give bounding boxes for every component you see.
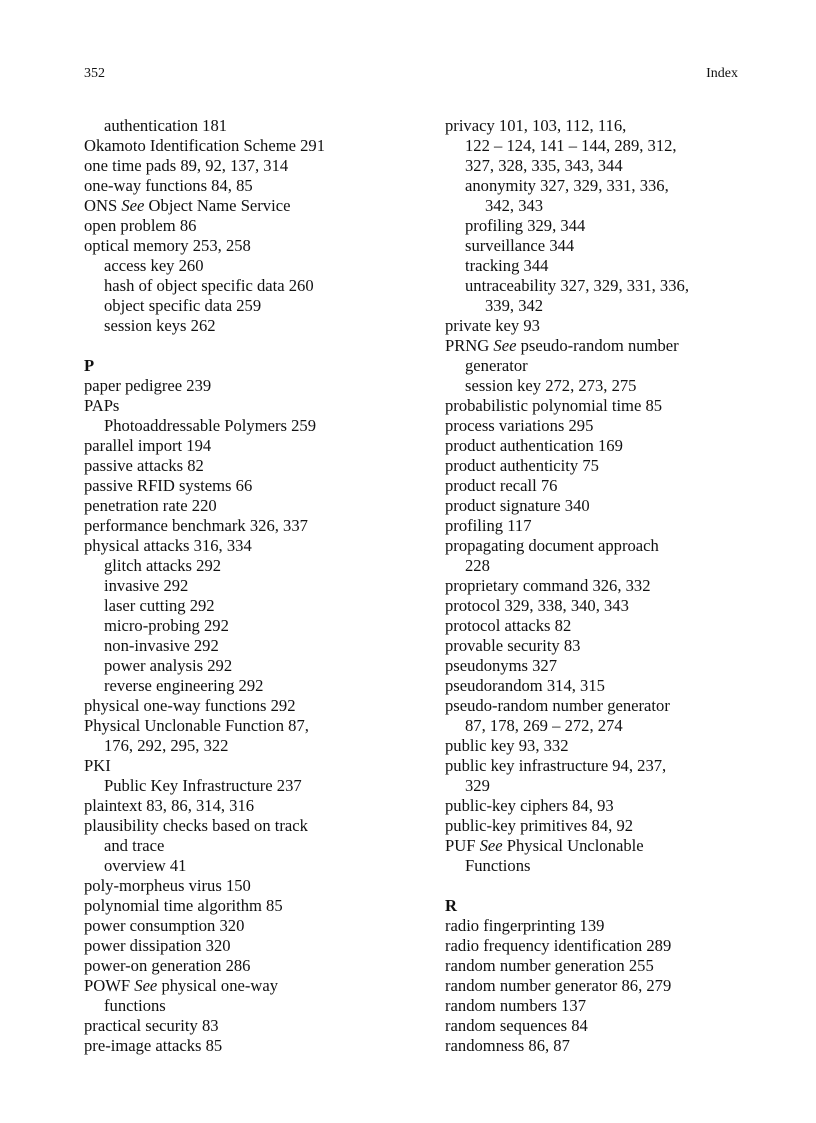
index-subentry: surveillance 344 bbox=[465, 236, 575, 255]
index-entry: polynomial time algorithm 85 bbox=[84, 896, 283, 915]
index-entry: randomness 86, 87 bbox=[445, 1036, 570, 1055]
index-subentry: 327, 328, 335, 343, 344 bbox=[465, 156, 623, 175]
index-entry: profiling 117 bbox=[445, 516, 532, 535]
index-subentry: session keys 262 bbox=[104, 316, 216, 335]
index-entry: plaintext 83, 86, 314, 316 bbox=[84, 796, 255, 815]
running-head: Index bbox=[706, 66, 738, 81]
index-entry: power consumption 320 bbox=[84, 916, 245, 935]
index-subentry: session key 272, 273, 275 bbox=[465, 376, 637, 395]
index-entry: public-key primitives 84, 92 bbox=[445, 816, 634, 835]
index-entry: provable security 83 bbox=[445, 636, 581, 655]
index-entry: propagating document approach bbox=[445, 536, 659, 555]
index-entry: plausibility checks based on track bbox=[84, 816, 308, 835]
index-entry: probabilistic polynomial time 85 bbox=[445, 396, 663, 415]
see-reference: See bbox=[134, 976, 158, 995]
see-reference: See bbox=[493, 336, 517, 355]
index-subentry: Photoaddressable Polymers 259 bbox=[104, 416, 317, 435]
see-reference: See bbox=[121, 196, 145, 215]
index-entry: product authentication 169 bbox=[445, 436, 623, 455]
index-subentry: Functions bbox=[465, 856, 531, 875]
index-entry: pseudo-random number generator bbox=[445, 696, 670, 715]
page-number: 352 bbox=[84, 66, 105, 81]
page-header bbox=[84, 66, 738, 86]
index-subentry: and trace bbox=[104, 836, 165, 855]
index-entry: physical attacks 316, 334 bbox=[84, 536, 252, 555]
index-subentry: power analysis 292 bbox=[104, 656, 233, 675]
letter-heading: P bbox=[84, 356, 95, 375]
index-entry bbox=[84, 976, 414, 996]
entry-term: PRNG bbox=[445, 336, 494, 355]
index-entry: public key infrastructure 94, 237, bbox=[445, 756, 667, 775]
see-target: pseudo-random number bbox=[516, 336, 679, 355]
index-subentry: hash of object specific data 260 bbox=[104, 276, 314, 295]
index-entry bbox=[445, 836, 750, 856]
index-column-right bbox=[445, 116, 750, 1056]
index-entry: random number generator 86, 279 bbox=[445, 976, 672, 995]
index-subentry: 342, 343 bbox=[485, 196, 544, 215]
index-subentry: object specific data 259 bbox=[104, 296, 262, 315]
index-entry: optical memory 253, 258 bbox=[84, 236, 251, 255]
index-entry: product signature 340 bbox=[445, 496, 590, 515]
index-subentry: untraceability 327, 329, 331, 336, bbox=[465, 276, 689, 295]
index-entry: PAPs bbox=[84, 396, 120, 415]
index-subentry: access key 260 bbox=[104, 256, 204, 275]
index-entry: open problem 86 bbox=[84, 216, 197, 235]
index-subentry: 122 – 124, 141 – 144, 289, 312, bbox=[465, 136, 677, 155]
entry-term: PUF bbox=[445, 836, 480, 855]
see-reference: See bbox=[479, 836, 503, 855]
index-entry: penetration rate 220 bbox=[84, 496, 217, 515]
letter-heading: R bbox=[445, 896, 457, 915]
index-entry: protocol attacks 82 bbox=[445, 616, 572, 635]
index-entry: public key 93, 332 bbox=[445, 736, 569, 755]
index-entry: passive RFID systems 66 bbox=[84, 476, 253, 495]
index-subentry: reverse engineering 292 bbox=[104, 676, 264, 695]
index-entry: PKI bbox=[84, 756, 111, 775]
index-subentry: generator bbox=[465, 356, 528, 375]
index-subentry: laser cutting 292 bbox=[104, 596, 215, 615]
index-entry: practical security 83 bbox=[84, 1016, 219, 1035]
index-entry: product authenticity 75 bbox=[445, 456, 599, 475]
index-subentry: 329 bbox=[465, 776, 490, 795]
index-entry: public-key ciphers 84, 93 bbox=[445, 796, 614, 815]
index-subentry: tracking 344 bbox=[465, 256, 549, 275]
index-entry: Physical Unclonable Function 87, bbox=[84, 716, 309, 735]
index-entry: performance benchmark 326, 337 bbox=[84, 516, 308, 535]
index-entry: product recall 76 bbox=[445, 476, 558, 495]
index-entry: parallel import 194 bbox=[84, 436, 212, 455]
index-entry: one-way functions 84, 85 bbox=[84, 176, 253, 195]
index-subentry: 176, 292, 295, 322 bbox=[104, 736, 229, 755]
index-entry: paper pedigree 239 bbox=[84, 376, 212, 395]
index-entry: physical one-way functions 292 bbox=[84, 696, 296, 715]
index-entry: pseudorandom 314, 315 bbox=[445, 676, 605, 695]
index-subentry: anonymity 327, 329, 331, 336, bbox=[465, 176, 669, 195]
see-target: physical one-way bbox=[157, 976, 279, 995]
index-subentry: profiling 329, 344 bbox=[465, 216, 586, 235]
index-column-left bbox=[84, 116, 414, 1056]
index-entry: random numbers 137 bbox=[445, 996, 587, 1015]
index-subentry: non-invasive 292 bbox=[104, 636, 219, 655]
index-subentry: functions bbox=[104, 996, 166, 1015]
index-entry: privacy 101, 103, 112, 116, bbox=[445, 116, 627, 135]
see-target: Object Name Service bbox=[144, 196, 291, 215]
index-entry: power-on generation 286 bbox=[84, 956, 251, 975]
index-entry: radio fingerprinting 139 bbox=[445, 916, 605, 935]
index-entry: protocol 329, 338, 340, 343 bbox=[445, 596, 629, 615]
see-target: Physical Unclonable bbox=[502, 836, 644, 855]
index-subentry: glitch attacks 292 bbox=[104, 556, 222, 575]
index-entry: private key 93 bbox=[445, 316, 540, 335]
index-entry: power dissipation 320 bbox=[84, 936, 231, 955]
index-entry bbox=[84, 196, 414, 216]
index-entry: random number generation 255 bbox=[445, 956, 654, 975]
index-subentry: invasive 292 bbox=[104, 576, 189, 595]
index-subentry: 87, 178, 269 – 272, 274 bbox=[465, 716, 623, 735]
index-entry: poly-morpheus virus 150 bbox=[84, 876, 251, 895]
entry-term: ONS bbox=[84, 196, 122, 215]
index-subentry: overview 41 bbox=[104, 856, 187, 875]
index-entry: pseudonyms 327 bbox=[445, 656, 558, 675]
index-entry: process variations 295 bbox=[445, 416, 594, 435]
index-subentry: 339, 342 bbox=[485, 296, 544, 315]
index-entry: one time pads 89, 92, 137, 314 bbox=[84, 156, 289, 175]
index-entry bbox=[445, 336, 750, 356]
index-subentry: Public Key Infrastructure 237 bbox=[104, 776, 302, 795]
index-entry: proprietary command 326, 332 bbox=[445, 576, 651, 595]
entry-term: POWF bbox=[84, 976, 135, 995]
index-entry: radio frequency identification 289 bbox=[445, 936, 672, 955]
index-entry: passive attacks 82 bbox=[84, 456, 204, 475]
index-subentry: micro-probing 292 bbox=[104, 616, 229, 635]
index-subentry: 228 bbox=[465, 556, 490, 575]
index-subentry: authentication 181 bbox=[104, 116, 228, 135]
index-entry: Okamoto Identification Scheme 291 bbox=[84, 136, 326, 155]
index-entry: random sequences 84 bbox=[445, 1016, 588, 1035]
index-entry: pre-image attacks 85 bbox=[84, 1036, 223, 1055]
